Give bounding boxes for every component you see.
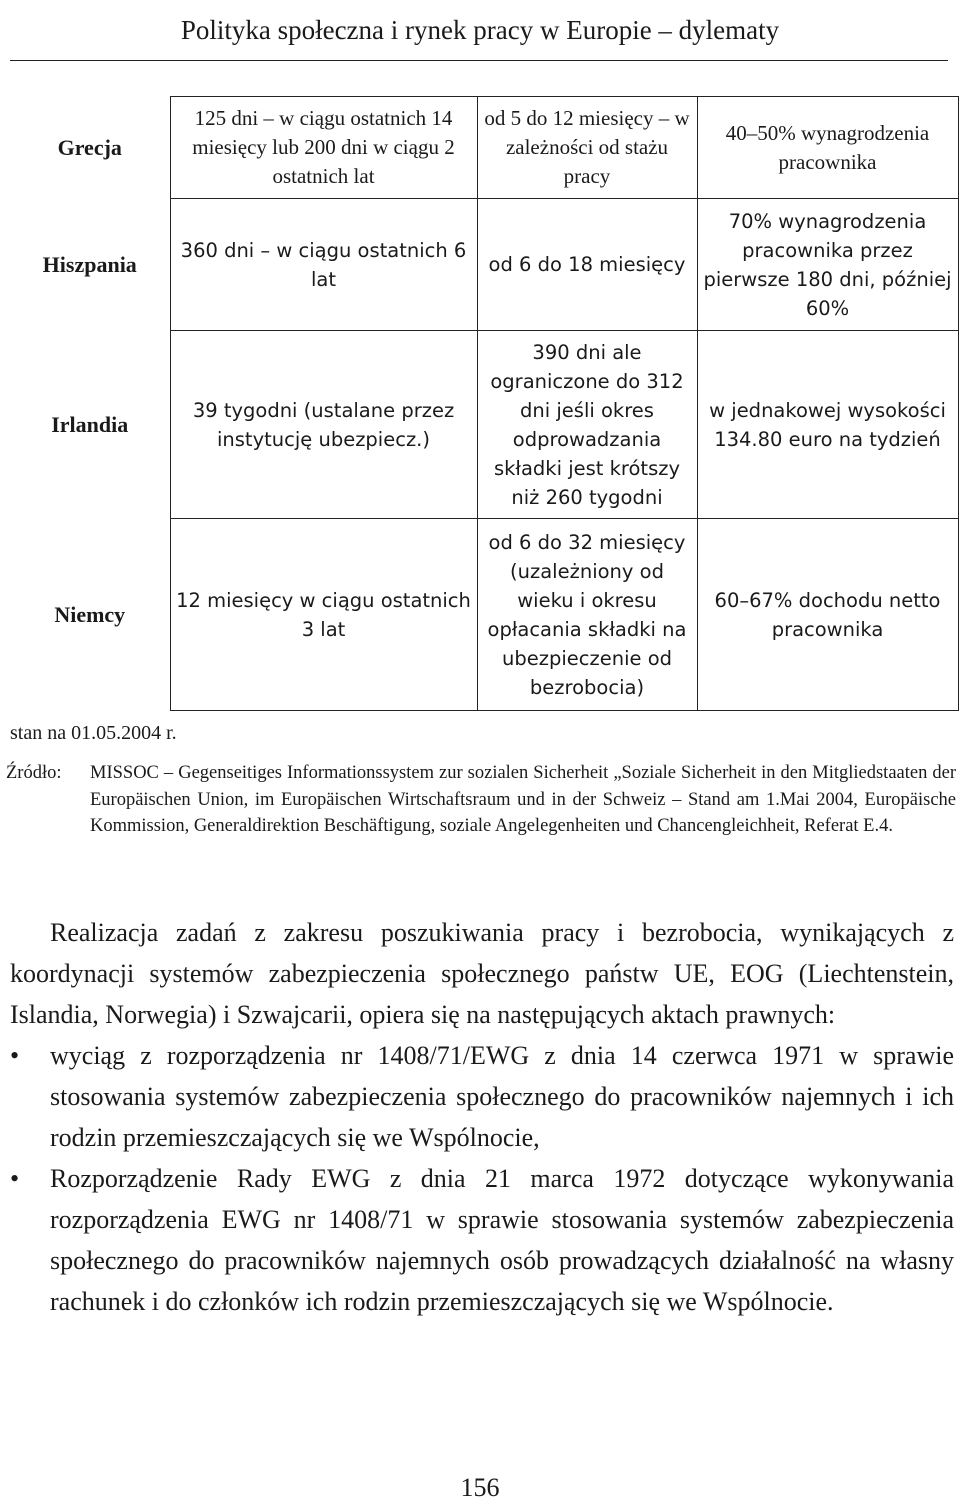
bullet-icon: • (10, 1164, 20, 1193)
list-item (10, 1158, 954, 1322)
benefit-amount-cell: 70% wynagrodzenia pracownika przez pierwsze 180 dni, później 60% (697, 199, 958, 331)
body-text (10, 912, 954, 1322)
running-header: Polityka społeczna i rynek pracy w Europie – dylematy (180, 15, 780, 45)
table-row (10, 331, 958, 519)
list-item-text: wyciąg z rozporządzenia nr 1408/71/EWG z dnia 14 czerwca 1971 w sprawie stosowania systemów zabezpieczenia społecznego do pracowników najemnych i ich rodzin przemieszczających się we Wspólnocie, (50, 1041, 954, 1152)
qualifying-period-cell: 12 miesięcy w ciągu ostatnich 3 lat (170, 519, 477, 711)
page-number: 156 (460, 1473, 500, 1502)
benefit-duration-cell: 390 dni ale ograniczone do 312 dni jeśli okres odprowadzania składki jest krótszy niż 260 tygodni (477, 331, 697, 519)
qualifying-period-cell: 125 dni – w ciągu ostatnich 14 miesięcy lub 200 dni w ciągu 2 ostatnich lat (170, 97, 477, 199)
intro-paragraph: Realizacja zadań z zakresu poszukiwania pracy i bezrobocia, wynikających z koordynacji systemów zabezpieczenia społecznego państw UE, EOG (Liechtenstein, Islandia, Norwegia) i Szwajcarii, opiera się na następujących aktach prawnych: (10, 918, 954, 1029)
table-row (10, 199, 958, 331)
benefit-duration-cell: od 5 do 12 miesięcy – w zależności od stażu pracy (477, 97, 697, 199)
country-cell: Niemcy (10, 519, 170, 711)
benefit-amount-cell: w jednakowej wysokości 134.80 euro na tydzień (697, 331, 958, 519)
qualifying-period-cell: 39 tygodni (ustalane przez instytucję ubezpiecz.) (170, 331, 477, 519)
status-date-note: stan na 01.05.2004 r. (10, 722, 177, 744)
benefit-amount-cell: 60–67% dochodu netto pracownika (697, 519, 958, 711)
bullet-icon: • (10, 1041, 20, 1070)
list-item-text: Rozporządzenie Rady EWG z dnia 21 marca 1972 dotyczące wykonywania rozporządzenia EWG nr 1408/71 w sprawie stosowania systemów zabezpieczenia społecznego do pracowników najemnych osób prowadzących działalność na własny rachunek i do członków ich rodzin przemieszczających się we Wspólnocie. (50, 1164, 954, 1316)
benefit-amount-cell: 40–50% wynagrodzenia pracownika (697, 97, 958, 199)
country-cell: Irlandia (10, 331, 170, 519)
unemployment-benefits-table (10, 96, 959, 711)
source-label: Źródło: (6, 763, 62, 783)
source-note (6, 760, 956, 840)
header-rule (10, 60, 948, 61)
table-row (10, 97, 958, 199)
table-row (10, 519, 958, 711)
benefit-duration-cell: od 6 do 18 miesięcy (477, 199, 697, 331)
qualifying-period-cell: 360 dni – w ciągu ostatnich 6 lat (170, 199, 477, 331)
country-cell: Grecja (10, 97, 170, 199)
list-item (10, 1035, 954, 1158)
country-cell: Hiszpania (10, 199, 170, 331)
benefit-duration-cell: od 6 do 32 miesięcy (uzależniony od wieku i okresu opłacania składki na ubezpieczenie od bezrobocia) (477, 519, 697, 711)
source-text: MISSOC – Gegenseitiges Informationssystem zur sozialen Sicherheit „Soziale Sicherheit in den Mitgliedstaaten der Europäischen Union, im Europäischen Wirtschaftsraum und in der Schweiz – Stand am 1.Mai 2004, Europäische Kommission, Generaldirektion Beschäftigung, soziale Angelegenheiten und Chancengleichheit, Referat E.4. (90, 763, 956, 836)
